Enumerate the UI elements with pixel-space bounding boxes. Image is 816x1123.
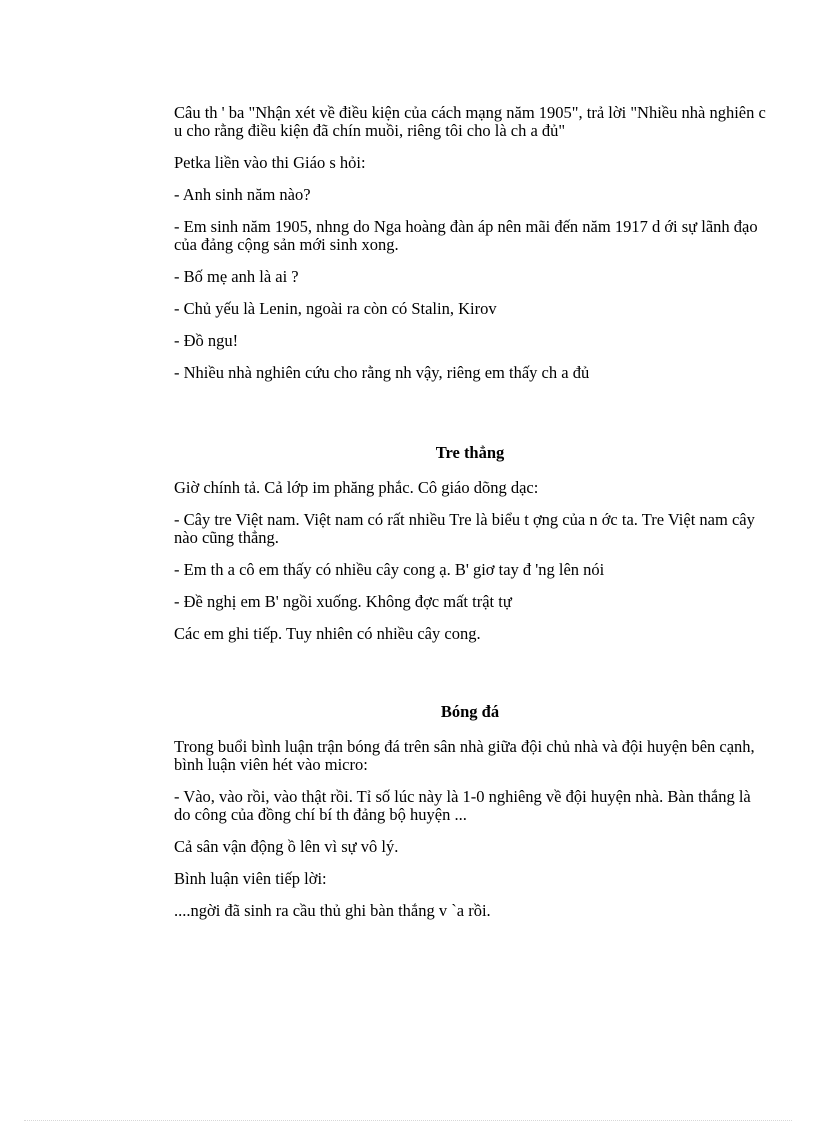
paragraph: Các em ghi tiếp. Tuy nhiên có nhiều cây cong. (174, 624, 481, 643)
paragraph: Bình luận viên tiếp lời: (174, 869, 327, 888)
paragraph: - Em th a cô em thấy có nhiều cây cong ạ. B' giơ tay đ 'ng lên nói (174, 560, 605, 579)
paragraph: Petka liền vào thi Giáo s hỏi: (174, 153, 366, 172)
paragraph: - Cây tre Việt nam. Việt nam có rất nhiều Tre là biểu t ợng của n ớc ta. Tre Việt nam cây nào cũng thẳng. (174, 510, 755, 547)
paragraph: - Bố mẹ anh là ai ? (174, 267, 299, 286)
intro-section (174, 104, 766, 382)
paragraph: Cả sân vận động ồ lên vì sự vô lý. (174, 837, 399, 856)
document-body (174, 104, 766, 934)
paragraph: - Vào, vào rồi, vào thật rồi. Tỉ số lúc này là 1-0 nghiêng về đội huyện nhà. Bàn thắng là do công của đồng chí bí th đảng bộ huyện ... (174, 787, 751, 824)
paragraph: - Đề nghị em B' ngồi xuống. Không đợc mất trật tự (174, 592, 512, 611)
paragraph: - Anh sinh năm nào? (174, 185, 311, 204)
paragraph: - Em sinh năm 1905, nhng do Nga hoàng đàn áp nên mãi đến năm 1917 d ới sự lãnh đạo của đảng cộng sản mới sinh xong. (174, 217, 758, 254)
tre-thang-section (174, 444, 766, 643)
paragraph: Giờ chính tả. Cả lớp im phăng phắc. Cô giáo dõng dạc: (174, 478, 539, 497)
page-bottom-divider (24, 1120, 792, 1121)
section-title: Tre thẳng (435, 443, 505, 462)
paragraph: Trong buổi bình luận trận bóng đá trên sân nhà giữa đội chủ nhà và đội huyện bên cạnh, bình luận viên hét vào micro: (174, 737, 755, 774)
paragraph: - Nhiều nhà nghiên cứu cho rằng nh vậy, riêng em thấy ch a đủ (174, 363, 590, 382)
section-title: Bóng đá (440, 702, 500, 721)
paragraph: - Đồ ngu! (174, 331, 239, 350)
paragraph: - Chủ yếu là Lenin, ngoài ra còn có Stalin, Kirov (174, 299, 497, 318)
paragraph: ....ngời đã sinh ra cầu thủ ghi bàn thắng v `a rồi. (174, 901, 491, 920)
section-spacer (174, 396, 766, 444)
paragraph: Câu th ' ba "Nhận xét về điều kiện của cách mạng năm 1905", trả lời "Nhiều nhà nghiên c u cho rằng điều kiện đã chín muồi, riêng tôi cho là ch a đủ" (174, 103, 766, 140)
bong-da-section (174, 703, 766, 920)
section-spacer (174, 657, 766, 703)
